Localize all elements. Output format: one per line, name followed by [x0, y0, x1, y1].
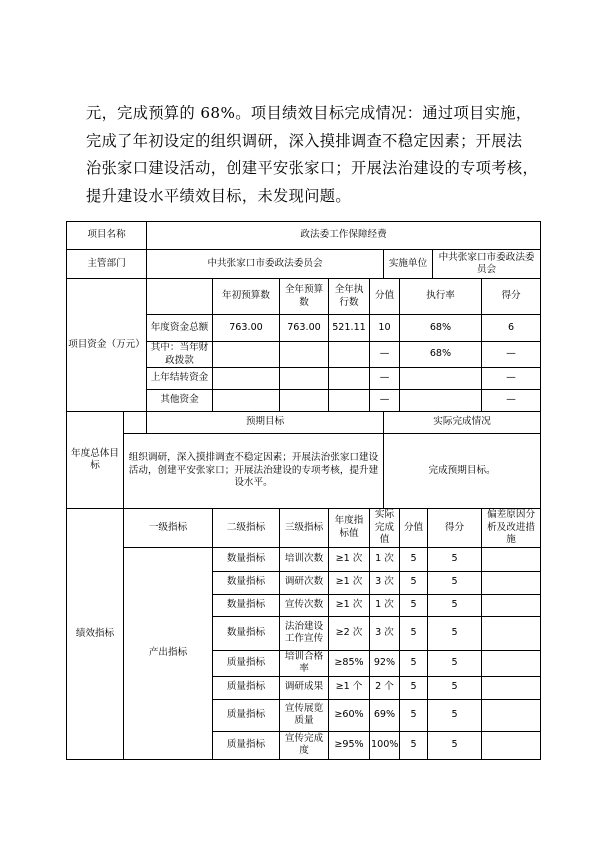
perf-l2: 数量指标 [213, 547, 280, 571]
funds-cell: — [482, 390, 541, 412]
funds-cell [280, 390, 329, 412]
goal-expected-text: 组织调研，深入摸排调查不稳定因素；开展法治张家口建设活动，创建平安张家口；开展法治建设的专项考核，提升建设水平。 [124, 434, 384, 509]
funds-cell [280, 368, 329, 390]
goal-blank-cell [124, 412, 147, 434]
funds-cell [329, 342, 370, 368]
perf-target: ≥60% [329, 699, 370, 731]
perf-header: 二级指标 [213, 509, 280, 548]
perf-got: 5 [428, 547, 482, 571]
funds-label: 项目资金（万元） [67, 279, 147, 412]
perf-score: 5 [400, 616, 428, 650]
perf-got: 5 [428, 594, 482, 616]
perf-note [482, 571, 541, 594]
perf-score: 5 [400, 699, 428, 731]
paragraph-line: 治张家口建设活动，创建平安张家口；开展法治建设的专项考核， [86, 159, 539, 177]
funds-cell [213, 390, 280, 412]
perf-l3: 调研成果 [280, 676, 329, 699]
perf-note [482, 699, 541, 731]
perf-l3: 调研次数 [280, 571, 329, 594]
funds-row-label: 上年结转资金 [147, 368, 213, 390]
perf-l2: 数量指标 [213, 616, 280, 650]
perf-actual: 1 次 [370, 594, 400, 616]
perf-target: ≥85% [329, 650, 370, 676]
perf-l2: 质量指标 [213, 676, 280, 699]
project-name-label: 项目名称 [67, 222, 147, 250]
paragraph-line: 元，完成预算的 68%。项目绩效目标完成情况：通过项目实施， [86, 104, 532, 122]
perf-target: ≥1 个 [329, 676, 370, 699]
funds-cell: 6 [482, 315, 541, 342]
funds-cell: — [370, 368, 400, 390]
perf-level1: 产出指标 [124, 547, 213, 759]
perf-actual: 92% [370, 650, 400, 676]
perf-actual: 3 次 [370, 571, 400, 594]
funds-cell [213, 342, 280, 368]
perf-actual: 2 个 [370, 676, 400, 699]
funds-cell [329, 368, 370, 390]
perf-score: 5 [400, 650, 428, 676]
perf-l2: 质量指标 [213, 699, 280, 731]
perf-actual: 1 次 [370, 547, 400, 571]
goal-expected-header: 预期目标 [147, 412, 384, 434]
perf-actual: 69% [370, 699, 400, 731]
perf-score: 5 [400, 571, 428, 594]
funds-row-label: 其他资金 [147, 390, 213, 412]
perf-target: ≥2 次 [329, 616, 370, 650]
perf-target: ≥1 次 [329, 547, 370, 571]
perf-score: 5 [400, 731, 428, 759]
goal-actual-text: 完成预期目标。 [384, 434, 541, 509]
perf-header: 年度指标值 [329, 509, 370, 548]
goal-actual-header: 实际完成情况 [384, 412, 541, 434]
perf-l3: 宣传展览质量 [280, 699, 329, 731]
perf-l2: 数量指标 [213, 594, 280, 616]
perf-got: 5 [428, 699, 482, 731]
paragraph-line: 完成了年初设定的组织调研，深入摸排调查不稳定因素；开展法 [86, 131, 523, 150]
funds-header: 分值 [370, 279, 400, 315]
perf-target: ≥1 次 [329, 571, 370, 594]
funds-cell [400, 390, 482, 412]
paragraph-line: 提升建设水平绩效目标，未发现问题。 [86, 186, 351, 205]
perf-header: 实际完成值 [370, 509, 400, 548]
dept-value: 中共张家口市委政法委员会 [147, 250, 384, 279]
funds-cell: — [482, 342, 541, 368]
funds-row-label: 年度资金总额 [147, 315, 213, 342]
goal-label: 年度总体目标 [67, 412, 124, 509]
perf-l3: 培训合格率 [280, 650, 329, 676]
perf-note [482, 731, 541, 759]
perf-actual: 100% [370, 731, 400, 759]
impl-label: 实施单位 [384, 250, 433, 279]
funds-header: 年初预算数 [213, 279, 280, 315]
funds-cell [400, 368, 482, 390]
perf-l2: 质量指标 [213, 731, 280, 759]
perf-header: 偏差原因分析及改进措施 [482, 509, 541, 548]
funds-row-label [147, 279, 213, 315]
perf-label: 绩效指标 [67, 509, 124, 760]
perf-l3: 宣传次数 [280, 594, 329, 616]
funds-cell [329, 390, 370, 412]
funds-cell: — [370, 390, 400, 412]
perf-got: 5 [428, 616, 482, 650]
perf-note [482, 676, 541, 699]
perf-got: 5 [428, 731, 482, 759]
funds-header: 全年预算数 [280, 279, 329, 315]
perf-note [482, 616, 541, 650]
funds-cell [280, 342, 329, 368]
funds-cell: 10 [370, 315, 400, 342]
funds-cell [213, 368, 280, 390]
impl-value: 中共张家口市委政法委员会 [433, 250, 541, 279]
perf-header: 分值 [400, 509, 428, 548]
perf-got: 5 [428, 676, 482, 699]
perf-header: 三级指标 [280, 509, 329, 548]
perf-header: 得分 [428, 509, 482, 548]
perf-l3: 法治建设工作宣传 [280, 616, 329, 650]
performance-table [66, 221, 541, 760]
perf-got: 5 [428, 571, 482, 594]
funds-cell: 763.00 [213, 315, 280, 342]
perf-target: ≥1 次 [329, 594, 370, 616]
perf-note [482, 650, 541, 676]
perf-l3: 培训次数 [280, 547, 329, 571]
perf-score: 5 [400, 547, 428, 571]
funds-cell: 521.11 [329, 315, 370, 342]
funds-cell: — [370, 342, 400, 368]
perf-got: 5 [428, 650, 482, 676]
funds-row-label: 其中：当年财政拨款 [147, 342, 213, 368]
perf-l2: 质量指标 [213, 650, 280, 676]
project-name-value: 政法委工作保障经费 [147, 222, 541, 250]
perf-actual: 3 次 [370, 616, 400, 650]
funds-cell: 763.00 [280, 315, 329, 342]
perf-l2: 数量指标 [213, 571, 280, 594]
perf-header: 一级指标 [124, 509, 213, 548]
funds-header: 执行率 [400, 279, 482, 315]
perf-score: 5 [400, 676, 428, 699]
funds-cell: 68% [400, 342, 482, 368]
perf-score: 5 [400, 594, 428, 616]
dept-label: 主管部门 [67, 250, 147, 279]
funds-header: 全年执行数 [329, 279, 370, 315]
perf-l3: 宣传完成度 [280, 731, 329, 759]
perf-note [482, 547, 541, 571]
funds-cell: 68% [400, 315, 482, 342]
funds-cell: — [482, 368, 541, 390]
perf-target: ≥95% [329, 731, 370, 759]
funds-header: 得分 [482, 279, 541, 315]
perf-note [482, 594, 541, 616]
body-paragraph [86, 100, 539, 210]
